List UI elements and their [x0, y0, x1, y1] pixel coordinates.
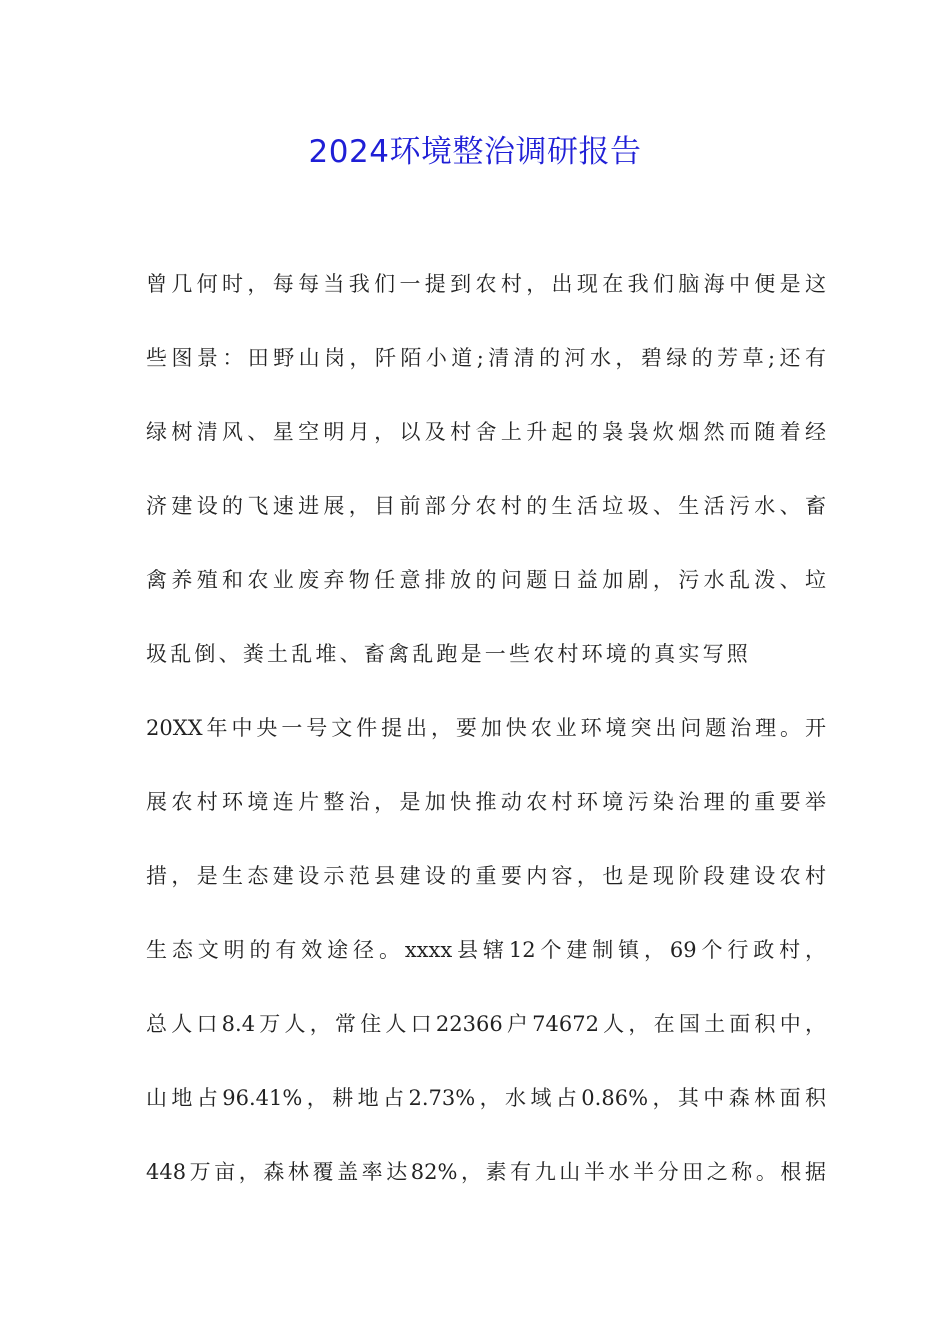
- body-line: 措，是生态建设示范县建设的重要内容，也是现阶段建设农村: [146, 864, 826, 888]
- body-line: 曾几何时，每每当我们一提到农村，出现在我们脑海中便是这: [146, 272, 826, 296]
- body-line: 些图景：田野山岗，阡陌小道;清清的河水，碧绿的芳草;还有: [146, 346, 826, 370]
- body-line: 禽养殖和农业废弃物任意排放的问题日益加剧，污水乱泼、垃: [146, 568, 826, 592]
- document-body: [146, 260, 826, 1222]
- body-line: 山地占96.41%，耕地占2.73%，水域占0.86%，其中森林面积: [146, 1086, 826, 1110]
- body-line: 展农村环境连片整治，是加快推动农村环境污染治理的重要举: [146, 790, 826, 814]
- body-line: 绿树清风、星空明月，以及村舍上升起的袅袅炊烟然而随着经: [146, 420, 826, 444]
- body-line: 圾乱倒、粪土乱堆、畜禽乱跑是一些农村环境的真实写照: [146, 642, 751, 666]
- body-line: 生态文明的有效途径。xxxx县辖12个建制镇，69个行政村，: [146, 938, 826, 962]
- body-line: 448万亩，森林覆盖率达82%，素有九山半水半分田之称。根据: [146, 1160, 826, 1184]
- document-title: 2024环境整治调研报告: [308, 134, 642, 170]
- body-line: 济建设的飞速进展，目前部分农村的生活垃圾、生活污水、畜: [146, 494, 826, 518]
- body-line: 20XX年中央一号文件提出，要加快农业环境突出问题治理。开: [146, 716, 826, 740]
- body-line: 总人口8.4万人，常住人口22366户74672人，在国土面积中，: [146, 1012, 826, 1036]
